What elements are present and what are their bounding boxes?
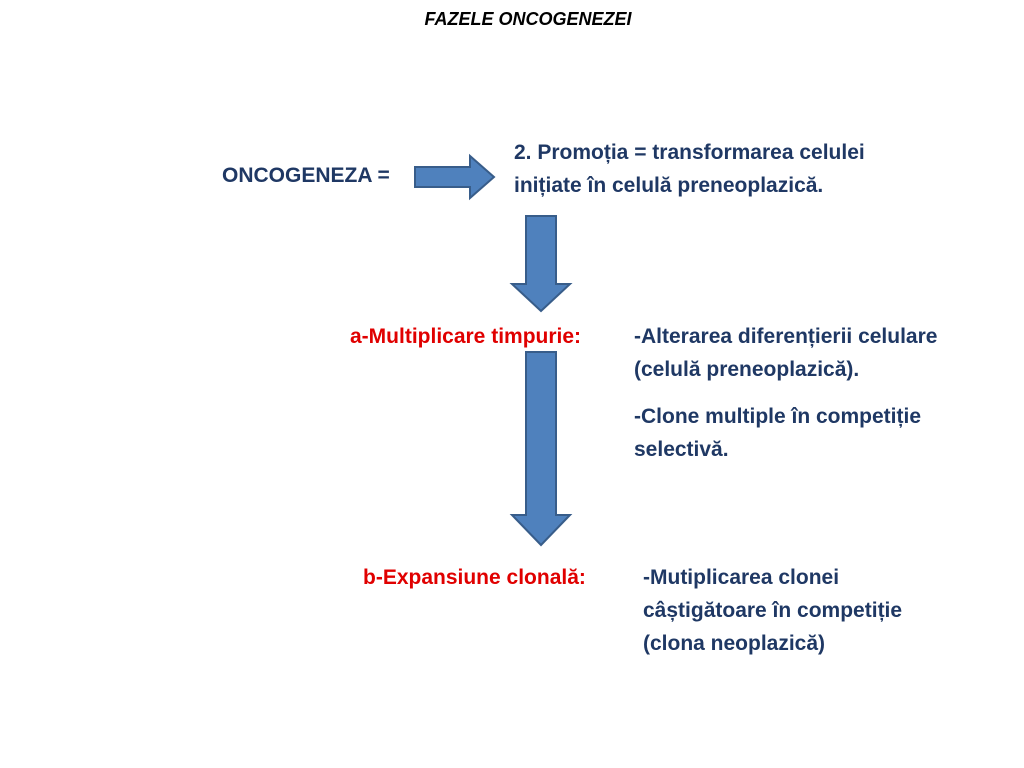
phase-line: 2. Promoția = transformarea celulei bbox=[514, 141, 865, 164]
stage-b-item bbox=[643, 561, 902, 660]
stage-a-line: (celulă preneoplazică). bbox=[634, 358, 860, 381]
slide-title: FAZELE ONCOGENEZEI bbox=[424, 9, 632, 29]
stage-a-label: a-Multiplicare timpurie: bbox=[350, 325, 582, 348]
stage-b-line: -Mutiplicarea clonei bbox=[643, 566, 840, 589]
stage-a-item bbox=[634, 320, 937, 386]
stage-b-line: (clona neoplazică) bbox=[643, 632, 826, 655]
down-arrow-icon bbox=[512, 216, 570, 311]
phase-description bbox=[514, 136, 865, 202]
stage-a-line: -Alterarea diferențierii celulare bbox=[634, 325, 938, 348]
down-arrow-icon bbox=[512, 352, 570, 545]
phase-line: inițiate în celulă preneoplazică. bbox=[514, 174, 824, 197]
stage-b-label: b-Expansiune clonală: bbox=[363, 566, 586, 589]
right-arrow-icon bbox=[415, 156, 494, 198]
stage-b-line: câștigătoare în competiție bbox=[643, 599, 903, 622]
oncogeneza-label: ONCOGENEZA = bbox=[222, 164, 390, 187]
stage-a-line: -Clone multiple în competiție bbox=[634, 405, 922, 428]
stage-a-line: selectivă. bbox=[634, 438, 729, 461]
stage-a-item bbox=[634, 400, 921, 466]
